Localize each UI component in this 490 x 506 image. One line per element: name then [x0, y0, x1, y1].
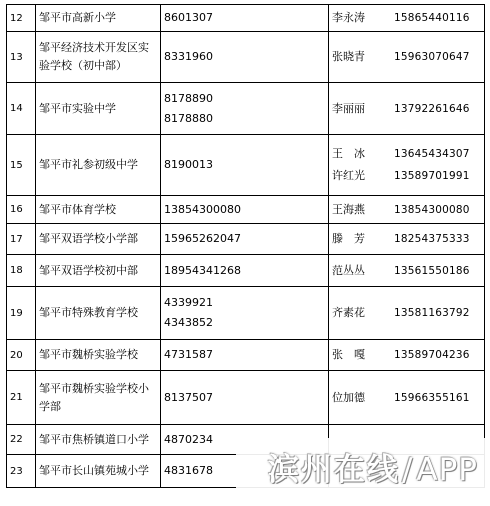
contact-mobile: 15966355161 [394, 391, 470, 404]
contact-name: 王 冰 [332, 147, 365, 160]
office-phone: 18954341268 [164, 263, 241, 277]
office-phone: 4870234 [164, 432, 213, 446]
school-name-cell [36, 371, 161, 425]
table-row [7, 83, 485, 135]
office-phone: 4731587 [164, 348, 213, 361]
contact-entry [332, 46, 481, 68]
school-name-line: 邹平市实验中学 [39, 101, 116, 115]
contact-name: 李永涛 [332, 11, 365, 24]
school-name-line: 邹平市魏桥实验学校小 [39, 381, 149, 395]
contact-cell [329, 135, 485, 196]
contact-name: 滕 芳 [332, 232, 365, 245]
contact-name: 范丛丛 [332, 263, 365, 277]
contact-entry [332, 7, 481, 29]
school-name-cell [36, 32, 161, 83]
office-phone-cell [161, 135, 329, 196]
row-number: 22 [7, 425, 36, 455]
table-row [7, 287, 485, 340]
watermark-slash: / [401, 452, 415, 488]
office-phone: 8178880 [164, 111, 213, 125]
contact-entry [332, 344, 481, 366]
row-number: 17 [7, 224, 36, 255]
contact-cell [329, 340, 485, 371]
table-row [7, 340, 485, 371]
contact-mobile: 15963070647 [394, 51, 470, 63]
office-phone: 4831678 [164, 464, 213, 477]
office-phone-cell [161, 371, 329, 425]
contact-mobile: 13589701991 [394, 170, 470, 182]
table-row [7, 135, 485, 196]
contact-cell [329, 287, 485, 340]
school-name-line: 邹平市焦桥镇道口小学 [39, 432, 149, 446]
school-name-line: 邹平市魏桥实验学校 [39, 348, 138, 361]
office-phone-cell [161, 5, 329, 32]
table-row [7, 5, 485, 32]
row-number: 20 [7, 340, 36, 371]
office-phone-cell [161, 32, 329, 83]
school-name-cell [36, 83, 161, 135]
contact-entry [332, 165, 481, 187]
school-name-line: 邹平市体育学校 [39, 202, 116, 216]
watermark-logo [268, 444, 478, 489]
school-name-line: 邹平市高新小学 [39, 11, 116, 24]
school-name-cell [36, 455, 161, 488]
contact-cell [329, 196, 485, 224]
office-phone: 15965262047 [164, 232, 241, 245]
row-number: 21 [7, 371, 36, 425]
contact-mobile: 13792261646 [394, 102, 470, 115]
row-number: 19 [7, 287, 36, 340]
office-phone-cell [161, 83, 329, 135]
contact-entry [332, 387, 481, 409]
contact-cell [329, 255, 485, 287]
watermark-brand: 滨州在线 [267, 452, 400, 488]
school-name-line: 邹平经济技术开发区实 [39, 41, 149, 54]
office-phone: 4339921 [164, 296, 213, 309]
contact-name: 张 嘎 [332, 348, 365, 361]
row-number: 12 [7, 5, 36, 32]
contact-mobile: 13561550186 [394, 264, 470, 277]
school-name-cell [36, 135, 161, 196]
office-phone-cell [161, 196, 329, 224]
school-name-line: 验学校（初中部） [39, 59, 127, 72]
school-contact-table [6, 4, 485, 488]
row-number: 14 [7, 83, 36, 135]
office-phone: 8331960 [164, 50, 213, 63]
row-number: 16 [7, 196, 36, 224]
contact-mobile: 13645434307 [394, 148, 470, 160]
contact-entry [332, 143, 481, 165]
table-row [7, 196, 485, 224]
contact-cell [329, 371, 485, 425]
school-name-cell [36, 5, 161, 32]
row-number: 13 [7, 32, 36, 83]
contact-mobile: 13854300080 [394, 203, 470, 216]
contact-entry [332, 260, 481, 282]
school-name-cell [36, 224, 161, 255]
row-number: 15 [7, 135, 36, 196]
office-phone-cell [161, 255, 329, 287]
office-phone: 4343852 [164, 316, 213, 329]
contact-name: 张晓青 [332, 50, 365, 63]
school-name-line: 邹平双语学校小学部 [39, 232, 138, 245]
office-phone: 8137507 [164, 390, 213, 404]
table-row [7, 255, 485, 287]
office-phone-cell [161, 287, 329, 340]
table-row [7, 32, 485, 83]
contact-name: 王海燕 [332, 202, 365, 216]
contact-cell [329, 5, 485, 32]
contact-cell [329, 83, 485, 135]
office-phone: 8190013 [164, 158, 213, 171]
school-name-line: 学部 [39, 399, 61, 413]
school-name-cell [36, 255, 161, 287]
contact-mobile: 13581163792 [394, 307, 470, 319]
school-name-cell [36, 196, 161, 224]
table-row [7, 224, 485, 255]
office-phone: 8601307 [164, 11, 213, 24]
school-name-line: 邹平市特殊教育学校 [39, 306, 138, 319]
office-phone: 8178890 [164, 91, 213, 105]
row-number: 23 [7, 455, 36, 488]
office-phone-cell [161, 224, 329, 255]
contact-cell [329, 224, 485, 255]
contact-mobile: 18254375333 [394, 233, 470, 245]
school-name-cell [36, 340, 161, 371]
contact-entry [332, 228, 481, 250]
office-phone-cell [161, 340, 329, 371]
row-number: 18 [7, 255, 36, 287]
office-phone: 13854300080 [164, 202, 241, 216]
school-name-cell [36, 287, 161, 340]
contact-entry [332, 302, 481, 324]
table-body [7, 5, 485, 488]
contact-entry [332, 98, 481, 120]
school-name-cell [36, 425, 161, 455]
contact-mobile: 13589704236 [394, 349, 470, 361]
school-name-line: 邹平市礼参初级中学 [39, 158, 138, 171]
school-name-line: 邹平市长山镇苑城小学 [39, 464, 149, 477]
watermark [236, 438, 490, 506]
school-name-line: 邹平双语学校初中部 [39, 263, 138, 277]
contact-entry [332, 199, 481, 221]
contact-name: 齐素花 [332, 306, 365, 319]
contact-name: 李丽丽 [332, 101, 365, 115]
table-row [7, 371, 485, 425]
contact-cell [329, 32, 485, 83]
contact-mobile: 15865440116 [394, 12, 470, 24]
contact-name: 许红光 [332, 169, 365, 182]
watermark-app: APP [416, 452, 478, 488]
contact-name: 位加德 [332, 390, 365, 404]
